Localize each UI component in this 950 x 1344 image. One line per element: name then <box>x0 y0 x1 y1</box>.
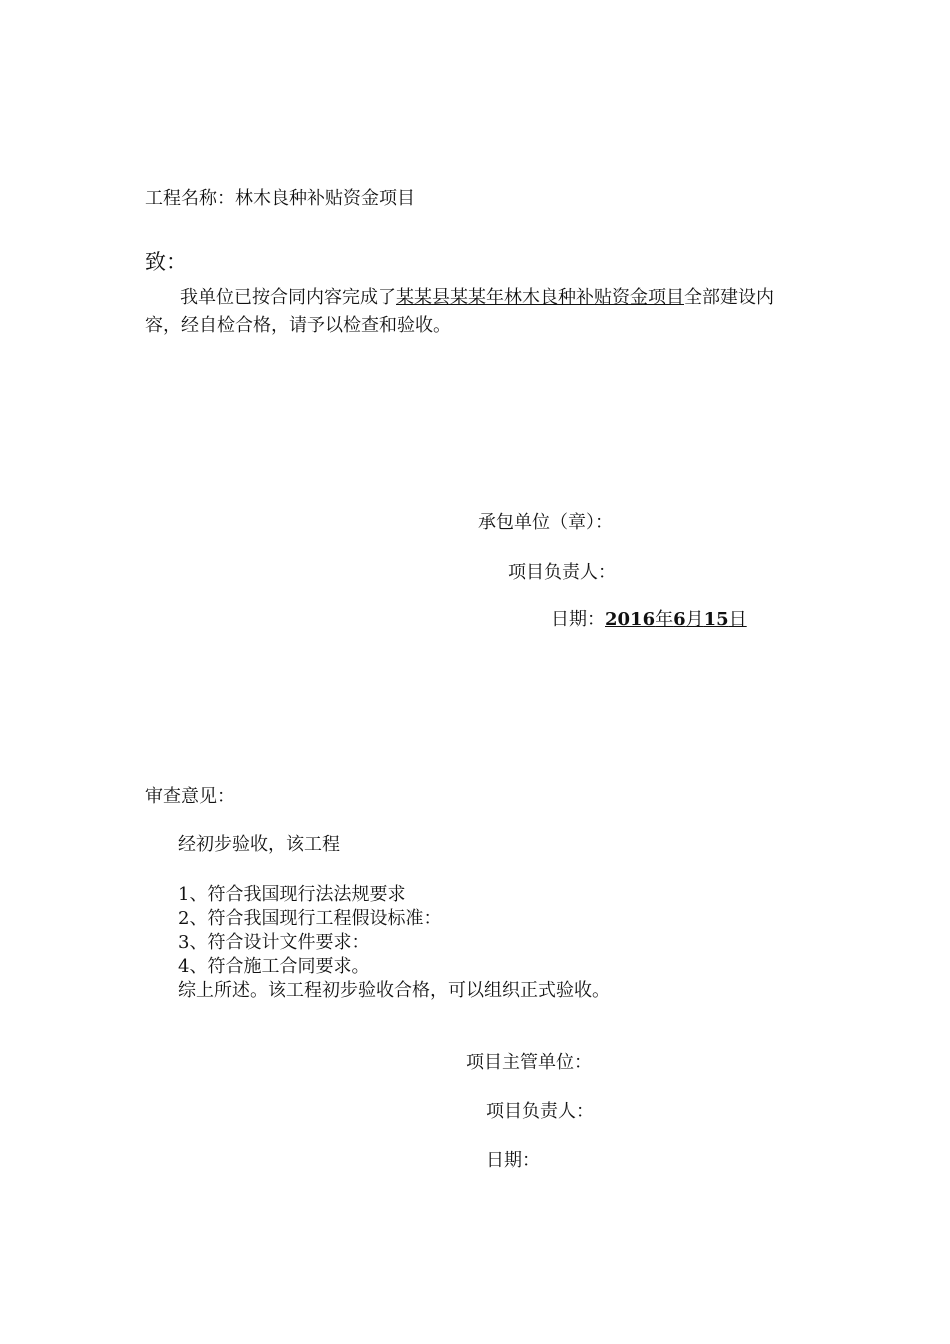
review-item-3: 3、符合设计文件要求： <box>178 932 370 953</box>
greeting: 致： <box>145 250 187 274</box>
body-prefix: 我单位已按合同内容完成了 <box>180 287 396 308</box>
project-label: 工程名称： <box>145 188 235 209</box>
body-suffix: 全部建设内 <box>684 287 774 308</box>
date-day: 15 <box>703 609 729 630</box>
date-year: 2016 <box>605 609 656 630</box>
authority-manager-label: 项目负责人： <box>486 1101 594 1122</box>
review-item-2: 2、符合我国现行工程假设标准： <box>178 908 442 929</box>
date-month-char: 月 <box>685 609 704 630</box>
review-item-4: 4、符合施工合同要求。 <box>178 956 370 977</box>
review-item-1: 1、符合我国现行法法规要求 <box>178 884 406 905</box>
date-day-char: 日 <box>728 609 747 630</box>
contractor-date-line <box>551 608 747 632</box>
contractor-manager-label: 项目负责人： <box>508 562 616 583</box>
authority-unit-label: 项目主管单位： <box>466 1052 592 1073</box>
contractor-unit-label: 承包单位（章）： <box>478 512 613 533</box>
contractor-date-value <box>605 609 747 630</box>
date-year-char: 年 <box>655 609 674 630</box>
project-name-line <box>145 187 415 211</box>
contractor-date-label: 日期： <box>551 609 605 630</box>
review-title: 审查意见： <box>145 786 235 807</box>
body-paragraph-line-2: 容，经自检合格，请予以检查和验收。 <box>145 315 451 336</box>
authority-date-label: 日期： <box>486 1150 540 1171</box>
date-month: 6 <box>673 609 686 630</box>
review-intro: 经初步验收，该工程 <box>178 834 340 855</box>
project-full-name: 某某县某某年林木良种补贴资金项目 <box>396 287 684 308</box>
review-conclusion: 综上所述。该工程初步验收合格，可以组织正式验收。 <box>178 980 610 1001</box>
project-name: 林木良种补贴资金项目 <box>235 188 415 209</box>
body-paragraph-line-1 <box>180 286 774 310</box>
